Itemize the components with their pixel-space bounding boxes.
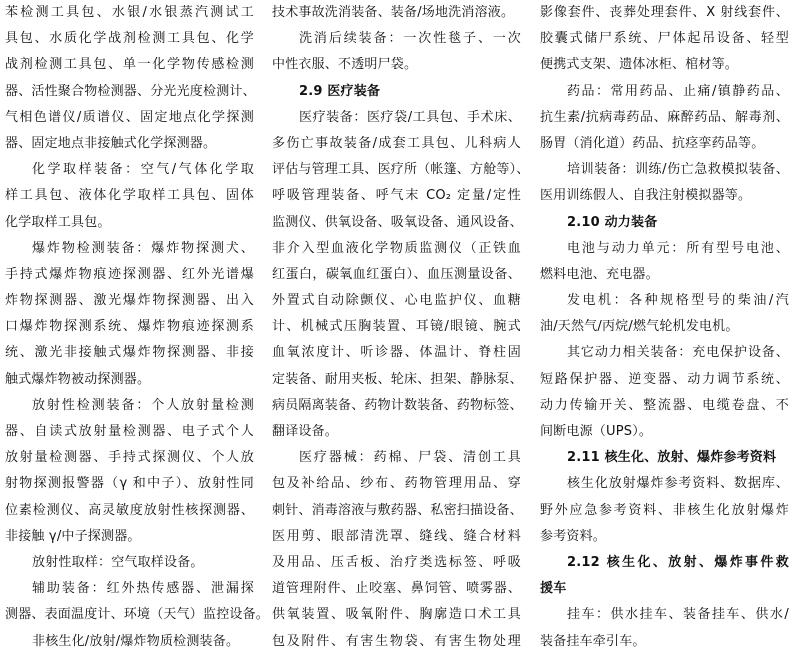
- text-line: 血氧浓度计、听诊器、体温计、脊柱固: [272, 345, 521, 361]
- text-line: 定装备、耐用夹板、轮床、担架、静脉泵、: [272, 371, 523, 387]
- text-line: 器、自读式放射量检测器、电子式个人: [5, 424, 254, 439]
- text-line: 包及补给品、纱布、药物管理用品、穿: [272, 476, 521, 492]
- text-line: 计、机械式压胸装置、耳镜/眼镜、腕式: [272, 319, 521, 335]
- text-line: 便携式支架、遗体冰柜、棺材等。: [540, 57, 739, 73]
- text-line: 放射性取样：空气取样设备。: [32, 554, 204, 570]
- text-line: 放射性检测装备：个人放射量检测: [32, 397, 254, 413]
- text-line: 医疗器械：药棉、尸袋、清创工具: [299, 450, 521, 466]
- text-line: 触式爆炸物被动探测器。: [5, 371, 151, 387]
- text-column-3: [540, 0, 789, 655]
- text-line: 化学取样工具包。: [5, 214, 111, 230]
- text-line: 手持式爆炸物痕迹探测器、红外光谱爆: [5, 266, 254, 282]
- text-line: 间断电源（UPS）。: [540, 424, 653, 439]
- text-line: 口爆炸物探测系统、爆炸物痕迹探测系: [5, 319, 254, 335]
- text-line: 核生化放射爆炸参考资料、数据库、: [567, 476, 789, 492]
- text-line: 战剂检测工具包、单一化学物传感检测: [5, 57, 254, 73]
- text-line: 爆炸物检测装备：爆炸物探测犬、: [32, 240, 254, 256]
- text-line: 电池与动力单元：所有型号电池、: [567, 240, 789, 256]
- text-column-1: [5, 0, 270, 655]
- text-line: 肠胃（消化道）药品、抗痉挛药品等。: [540, 135, 765, 151]
- text-line: 气相色谱仪/质谱仪、固定地点化学探测: [5, 109, 254, 125]
- text-line: 医用训练假人、自我注射模拟器等。: [540, 188, 752, 204]
- text-line: 抗生素/抗病毒药品、麻醉药品、解毒剂、: [540, 109, 789, 125]
- text-line: 培训装备：训练/伤亡急救模拟装备、: [567, 162, 789, 178]
- text-line: 医疗装备：医疗袋/工具包、手术床、: [299, 109, 521, 125]
- text-line: 技术事故洗消装备、装备/场地洗消溶液。: [272, 5, 515, 20]
- text-line: 位素检测仪、高灵敏度放射性核探测器、: [5, 502, 254, 518]
- text-line: 多伤亡事故装备/成套工具包、儿科病人: [272, 135, 521, 151]
- text-line: 供氧装置、吸氧附件、胸廓造口术工具: [272, 607, 521, 623]
- text-line: 包及附件、有害生物袋、有害生物处理: [272, 633, 521, 649]
- text-line: 样工具包、液体化学取样工具包、固体: [5, 188, 254, 204]
- text-line: 胶囊式储尸系统、尸体起吊设备、轻型: [540, 31, 789, 47]
- text-line: 化学取样装备：空气/气体化学取: [32, 162, 254, 178]
- text-line: 短路保护器、逆变器、动力调节系统、: [540, 371, 789, 387]
- text-line: 油/天然气/丙烷/燃气轮机发电机。: [540, 319, 739, 335]
- text-line: 其它动力相关装备：充电保护设备、: [567, 345, 789, 361]
- text-line: 炸物探测器、激光爆炸物探测器、出入: [5, 293, 254, 309]
- text-line: 道管理附件、止咬塞、鼻饲管、喷雾器、: [272, 581, 521, 597]
- section-heading: 援车: [540, 581, 567, 597]
- section-heading: 2.12 核生化、放射、爆炸事件救: [567, 554, 789, 570]
- text-line: 呼吸管理装备、呼气末 CO₂ 定量/定性: [272, 188, 521, 204]
- text-line: 装备挂车牵引车。: [540, 633, 646, 649]
- text-line: 外置式自动除颤仪、心电监护仪、血糖: [272, 293, 521, 309]
- text-column-2: [272, 0, 530, 655]
- text-line: 放射量检测器、手持式探测仪、个人放: [5, 450, 254, 466]
- text-line: 苯检测工具包、水银/水银蒸汽测试工: [5, 5, 254, 20]
- text-line: 燃料电池、充电器。: [540, 266, 659, 282]
- text-line: 病员隔离装备、药物计数装备、药物标签、: [272, 397, 523, 413]
- text-line: 动力传输开关、整流器、电缆卷盘、不: [540, 397, 789, 413]
- text-line: 非介入型血液化学物质监测仪（正铁血: [272, 240, 521, 256]
- text-line: 监测仪、供氧设备、吸氧设备、通风设备、: [272, 214, 523, 230]
- text-line: 器、活性聚合物检测器、分光光度检测计、: [5, 83, 256, 99]
- section-heading: 2.9 医疗装备: [299, 83, 381, 99]
- text-line: 红蛋白，碳氧血红蛋白）、血压测量设备、: [272, 266, 521, 282]
- section-heading: 2.11 核生化、放射、爆炸参考资料: [567, 450, 777, 466]
- text-line: 医用剪、眼部清洗罩、缝线、缝合材料: [272, 528, 521, 544]
- text-line: 药品：常用药品、止痛/镇静药品、: [567, 83, 789, 99]
- text-line: 野外应急参考资料、非核生化放射爆炸: [540, 502, 789, 518]
- text-line: 统、激光非接触式爆炸物探测器、非接: [5, 345, 254, 361]
- section-heading: 2.10 动力装备: [567, 214, 658, 230]
- text-line: 评估与管理工具、医疗所（帐篷、方舱等）、: [272, 162, 530, 178]
- text-line: 非接触 γ/中子探测器。: [5, 528, 141, 544]
- text-line: 翻译设备。: [272, 424, 339, 439]
- text-line: 中性衣服、不透明尸袋。: [272, 57, 418, 73]
- text-line: 具包、水质化学战剂检测工具包、化学: [5, 31, 254, 47]
- text-line: 及用品、压舌板、治疗类选标签、呼吸: [272, 554, 521, 570]
- text-line: 非核生化/放射/爆炸物质检测装备。: [32, 633, 240, 649]
- text-line: 发电机：各种规格型号的柴油/汽: [567, 293, 789, 309]
- text-line: 辅助装备：红外热传感器、泄漏探: [32, 581, 254, 597]
- text-line: 射物探测报警器（γ 和中子）、放射性同: [5, 476, 254, 492]
- text-line: 参考资料。: [540, 528, 607, 544]
- text-line: 刺针、消毒溶液与敷药器、私密扫描设备、: [272, 502, 523, 518]
- text-line: 洗消后续装备：一次性毯子、一次: [299, 31, 521, 47]
- text-line: 测器、表面温度计、环境（天气）监控设备。: [5, 607, 270, 623]
- text-line: 器、固定地点非接触式化学探测器。: [5, 135, 217, 151]
- text-line: 影像套件、丧葬处理套件、X 射线套件、: [540, 5, 789, 20]
- text-line: 挂车：供水挂车、装备挂车、供水/: [567, 607, 789, 623]
